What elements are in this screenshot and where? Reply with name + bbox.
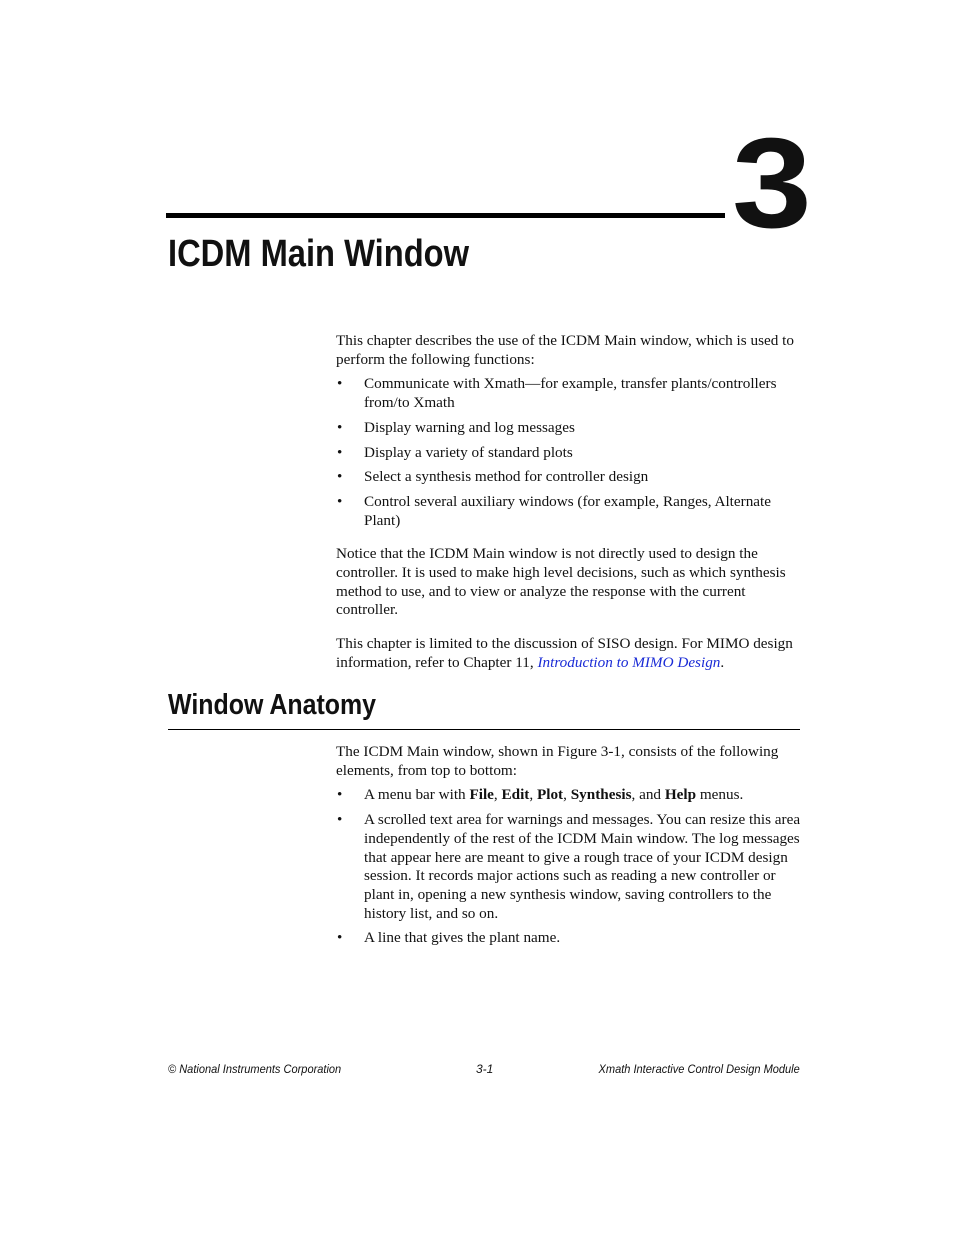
list-item: • Display a variety of standard plots [336, 444, 802, 463]
chapter-rule [166, 213, 725, 218]
intro-section [336, 332, 802, 673]
scope-text-end: . [720, 653, 725, 671]
footer-manual-title: Xmath Interactive Control Design Module [598, 1062, 800, 1076]
anatomy-section [336, 743, 802, 948]
separator-text: , and [631, 786, 665, 804]
list-item: • Communicate with Xmath—for example, transfer plants/controllers from/to Xmath [336, 375, 802, 412]
menu-name-file: File [469, 786, 494, 804]
list-item: • Control several auxiliary windows (for example, Ranges, Alternate Plant) [336, 493, 802, 530]
list-item: • Display warning and log messages [336, 419, 802, 438]
list-item: • Select a synthesis method for controller design [336, 468, 802, 487]
separator-text: , [493, 786, 502, 804]
separator-text: , [563, 786, 571, 804]
list-item: • A line that gives the plant name. [336, 929, 802, 948]
scope-paragraph [336, 635, 802, 672]
notice-paragraph: Notice that the ICDM Main window is not directly used to design the controller. It is used to make high level decisions, such as which synthesis method to use, and to view or analyze the response with the current controller. [336, 545, 786, 619]
anatomy-paragraph: The ICDM Main window, shown in Figure 3-1, consists of the following elements, from top to bottom: [336, 743, 779, 779]
menu-name-plot: Plot [536, 786, 564, 804]
menu-name-synthesis: Synthesis [570, 786, 632, 804]
section-rule [168, 729, 800, 730]
separator-text: , [529, 786, 537, 804]
footer-copyright: © National Instruments Corporation [168, 1062, 342, 1076]
menu-name-edit: Edit [501, 786, 530, 804]
text: menus. [696, 786, 744, 804]
list-item: • A scrolled text area for warnings and messages. You can resize this area independently of the rest of the ICDM Main window. The log messages that appear here are meant to give a rough trace of your ICDM design session. It records major actions such as reading a new controller or plant in, opening a new synthesis window, saving controllers to the history list, and so on. [336, 811, 802, 923]
elements-list [336, 786, 802, 948]
text: A menu bar with [364, 786, 470, 804]
list-item [336, 786, 802, 805]
chapter-title: ICDM Main Window [168, 233, 470, 275]
mimo-design-link[interactable]: Introduction to MIMO Design [537, 653, 721, 671]
intro-paragraph: This chapter describes the use of the ICDM Main window, which is used to perform the following functions: [336, 332, 794, 368]
menu-name-help: Help [664, 786, 697, 804]
section-title: Window Anatomy [168, 689, 377, 721]
functions-list [336, 375, 802, 530]
chapter-number: 3 [732, 112, 812, 255]
scope-text: This chapter is limited to the discussion of SISO design. For MIMO design information, refer to Chapter 11, [336, 635, 793, 671]
footer-page-number: 3-1 [476, 1062, 494, 1076]
